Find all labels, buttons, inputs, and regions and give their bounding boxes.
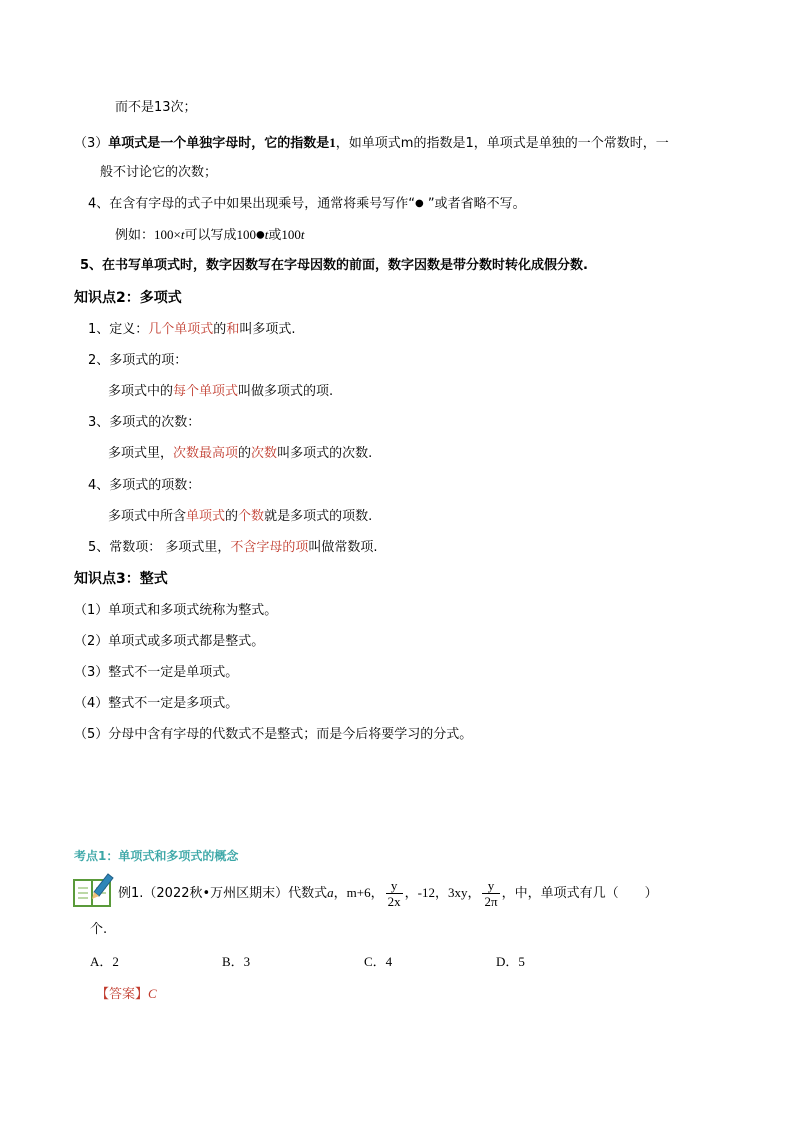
subheading: 4、多项式的项数： (88, 478, 201, 493)
text-line: 5、常数项： 多项式里，不含字母的项叫做常数项. (88, 540, 378, 555)
list-item: （4）整式不一定是多项式。 (74, 696, 239, 711)
subheading: 3、多项式的次数： (88, 415, 201, 430)
answer: 【答案】C (96, 986, 157, 1002)
fraction: $\frac{y}{2x}$ (387, 878, 401, 909)
option-a[interactable]: A．2 (90, 954, 119, 969)
list-item: （2）单项式或多项式都是整式。 (74, 634, 265, 649)
question: 例1.（2022秋•万州区期末）代数式a，m+6， $\frac{y}{2x}$ ，-12，3xy， $\frac{y}{2\pi}$ ，中，单项式有几（ ） (118, 878, 658, 909)
text-line: 多项式中所含单项式的个数就是多项式的项数. (108, 509, 373, 524)
text-line: 多项式中的每个单项式叫做多项式的项. (108, 384, 334, 399)
rule-3: （3）单项式是一个单独字母时，它的指数是1，如单项式m的指数是1，单项式是单独的一个常数时，一 (74, 135, 669, 151)
fraction: $\frac{y}{2\pi}$ (484, 878, 498, 909)
option-b[interactable]: B．3 (222, 954, 251, 969)
list-item: （1）单项式和多项式统称为整式。 (74, 603, 278, 618)
rule-4: 4、在含有字母的式子中如果出现乘号，通常将乘号写作“● ”或者省略不写。 (88, 196, 526, 212)
rule-3-cont: 般不讨论它的次数； (100, 165, 218, 180)
rule-5: 5、在书写单项式时，数字因数写在字母因数的前面，数字因数是带分数时转化成假分数. (80, 258, 588, 273)
notebook-pen-icon (72, 872, 116, 910)
question-cont: 个. (90, 922, 108, 937)
exam-point-label: 考点1：单项式和多项式的概念 (74, 849, 239, 863)
option-c[interactable]: C．4 (364, 954, 393, 969)
text-line: 多项式里，次数最高项的次数叫多项式的次数. (108, 446, 373, 461)
subheading: 2、多项式的项： (88, 353, 188, 368)
section-title: 知识点3：整式 (74, 571, 168, 587)
text-line: 而不是13次； (115, 100, 197, 115)
multiplication-dot: ● (415, 198, 424, 209)
option-d[interactable]: D．5 (496, 954, 525, 969)
list-item: （3）整式不一定是单项式。 (74, 665, 239, 680)
example-line: 例如：100×t可以写成100●t或100t (115, 227, 305, 243)
list-item: （5）分母中含有字母的代数式不是整式；而是今后将要学习的分式。 (74, 727, 473, 742)
section-title: 知识点2：多项式 (74, 290, 182, 306)
definition: 1、定义：几个单项式的和叫多项式. (88, 322, 296, 337)
